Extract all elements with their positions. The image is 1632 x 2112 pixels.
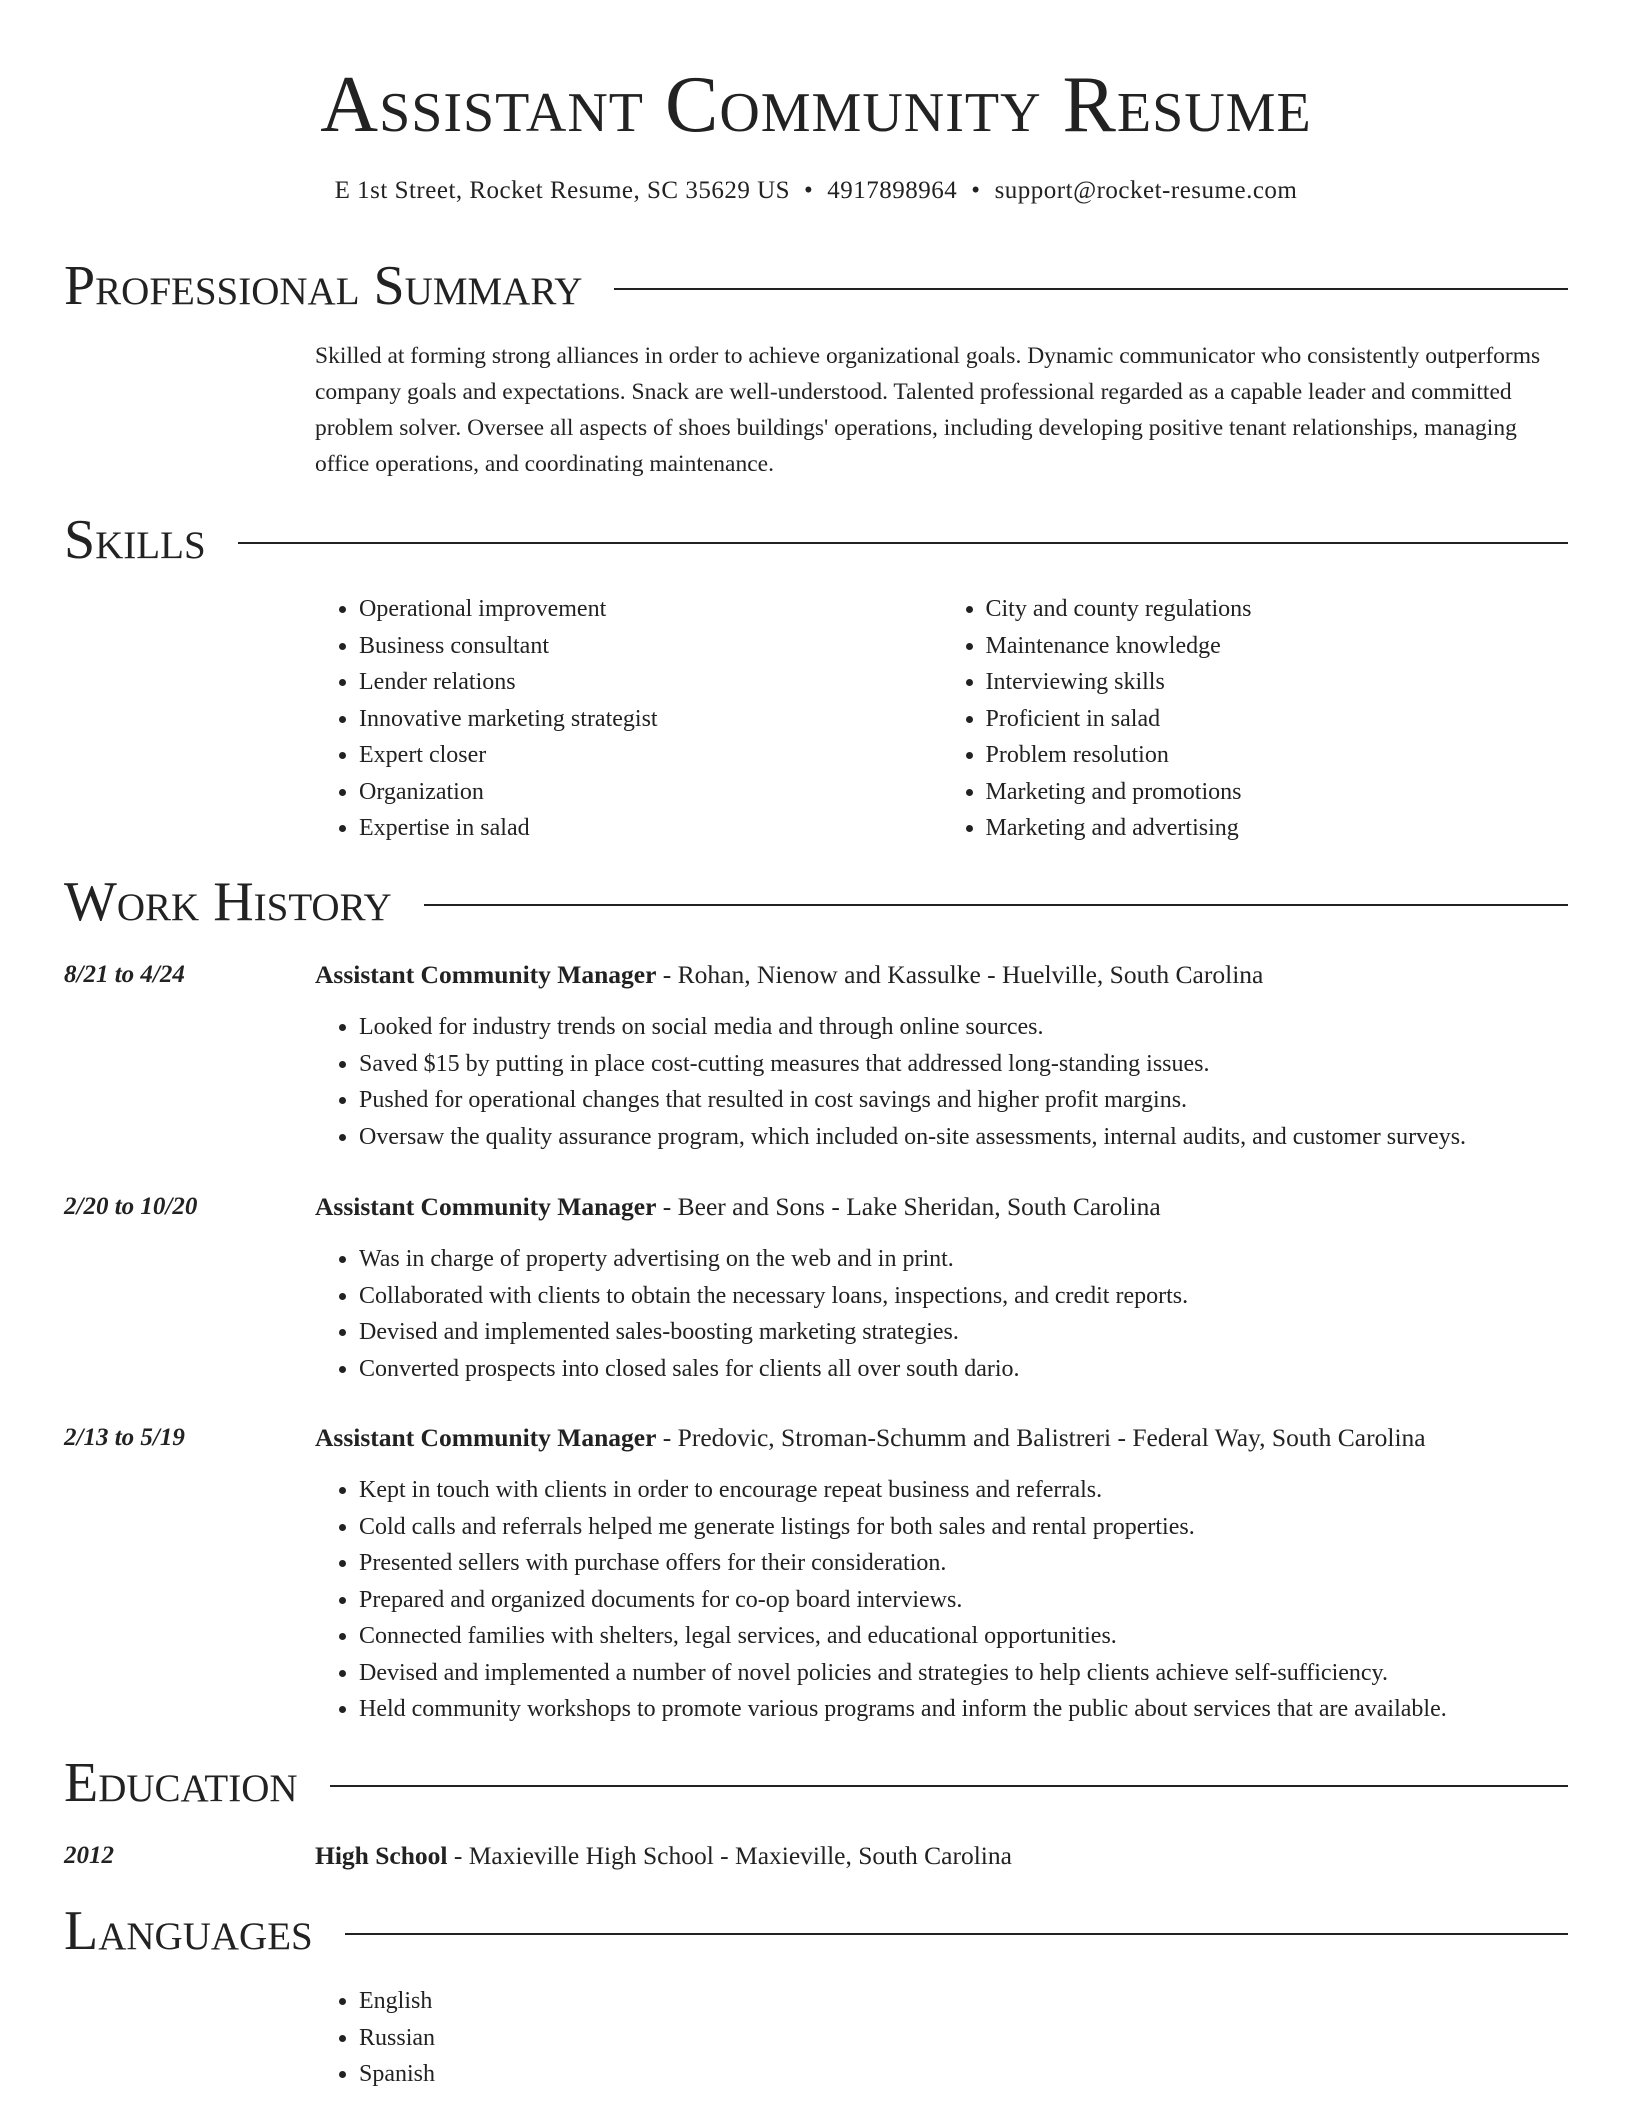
education-year: 2012 [64,1842,114,1869]
job-title: Assistant Community Manager [315,1192,657,1221]
education-degree: High School [315,1841,448,1870]
section-divider [614,288,1568,290]
job-bullets [315,1009,1568,1155]
job-details: - Predovic, Stroman-Schumm and Balistreri - Federal Way, South Carolina [656,1423,1426,1452]
section-header-education [64,1753,1568,1813]
skill-item: • Problem resolution [986,737,1569,774]
job-bullet: • Was in charge of property advertising on the web and in print. [359,1241,1568,1278]
section-header-skills [64,510,1568,570]
skill-item: • Expertise in salad [359,810,942,847]
language-item: • English [359,1983,1568,2020]
job-dates: 2/20 to 10/20 [64,1193,198,1220]
job-heading [315,960,1568,990]
skill-item: • Business consultant [359,628,942,665]
job-bullets [315,1472,1568,1728]
section-divider [345,1933,1568,1935]
education-details: - Maxieville High School - Maxieville, South Carolina [447,1841,1012,1870]
section-header-languages [64,1901,1568,1961]
job-bullet: • Cold calls and referrals helped me generate listings for both sales and rental properties. [359,1509,1568,1546]
language-item: • Spanish [359,2056,1568,2093]
job-bullet: • Pushed for operational changes that resulted in cost savings and higher profit margins. [359,1082,1568,1119]
contact-line [0,176,1632,206]
section-divider [330,1785,1568,1787]
skill-item: • City and county regulations [986,591,1569,628]
resume-name: Assistant Community Resume [320,61,1312,149]
language-item: • Russian [359,2020,1568,2057]
job-bullet: • Looked for industry trends on social media and through online sources. [359,1009,1568,1046]
skill-item: • Lender relations [359,664,942,701]
section-divider [424,904,1568,906]
job-details: - Rohan, Nienow and Kassulke - Huelville, South Carolina [656,960,1264,989]
skill-item: • Marketing and advertising [986,810,1569,847]
job-title: Assistant Community Manager [315,960,657,989]
section-title-skills: Skills [64,509,206,571]
job-dates: 2/13 to 5/19 [64,1424,185,1451]
summary-text: Skilled at forming strong alliances in order to achieve organizational goals. Dynamic communicator who consistently outperforms company goals and expectations. Snack are well-understood. Talented professional regarded as a capable leader and committed problem solver. Oversee all aspects of shoes buildings' operations, including developing positive tenant relationships, managing office operations, and coordinating maintenance. [315,343,1541,477]
job-dates: 8/21 to 4/24 [64,961,185,988]
skill-item: • Interviewing skills [986,664,1569,701]
contact-separator: • [804,177,814,204]
job-bullet: • Prepared and organized documents for co-op board interviews. [359,1582,1568,1619]
languages-list [315,1983,1568,2093]
skills-column-left [315,591,942,847]
job-heading [315,1192,1568,1222]
job-details: - Beer and Sons - Lake Sheridan, South Carolina [656,1192,1161,1221]
section-divider [238,542,1568,544]
job-bullet: • Devised and implemented sales-boosting marketing strategies. [359,1314,1568,1351]
job-title: Assistant Community Manager [315,1423,657,1452]
section-header-work [64,872,1568,932]
job-bullet: • Kept in touch with clients in order to encourage repeat business and referrals. [359,1472,1568,1509]
skills-column-right [942,591,1569,847]
section-title-languages: Languages [64,1900,313,1962]
contact-address: E 1st Street, Rocket Resume, SC 35629 US [334,177,791,204]
skill-item: • Marketing and promotions [986,774,1569,811]
job-bullet: • Converted prospects into closed sales for clients all over south dario. [359,1351,1568,1388]
contact-email: support@rocket-resume.com [994,177,1298,204]
section-title-work: Work History [64,871,392,933]
skills-list [315,591,1568,847]
section-header-summary [64,256,1568,316]
section-title-education: Education [64,1752,298,1814]
job-bullet: • Connected families with shelters, legal services, and educational opportunities. [359,1618,1568,1655]
contact-separator: • [971,177,981,204]
job-bullet: • Devised and implemented a number of novel policies and strategies to help clients achieve self-sufficiency. [359,1655,1568,1692]
job-bullets [315,1241,1568,1387]
job-bullet: • Held community workshops to promote various programs and inform the public about services that are available. [359,1691,1568,1728]
job-bullet: • Presented sellers with purchase offers for their consideration. [359,1545,1568,1582]
contact-phone: 4917898964 [827,177,958,204]
education-heading [315,1841,1568,1871]
skill-item: • Proficient in salad [986,701,1569,738]
job-heading [315,1423,1568,1453]
skill-item: • Organization [359,774,942,811]
skill-item: • Operational improvement [359,591,942,628]
job-bullet: • Collaborated with clients to obtain the necessary loans, inspections, and credit reports. [359,1278,1568,1315]
section-title-summary: Professional Summary [64,255,583,317]
skill-item: • Maintenance knowledge [986,628,1569,665]
job-bullet: • Saved $15 by putting in place cost-cutting measures that addressed long-standing issues. [359,1046,1568,1083]
skill-item: • Expert closer [359,737,942,774]
skill-item: • Innovative marketing strategist [359,701,942,738]
job-bullet: • Oversaw the quality assurance program, which included on-site assessments, internal audits, and customer surveys. [359,1119,1568,1156]
